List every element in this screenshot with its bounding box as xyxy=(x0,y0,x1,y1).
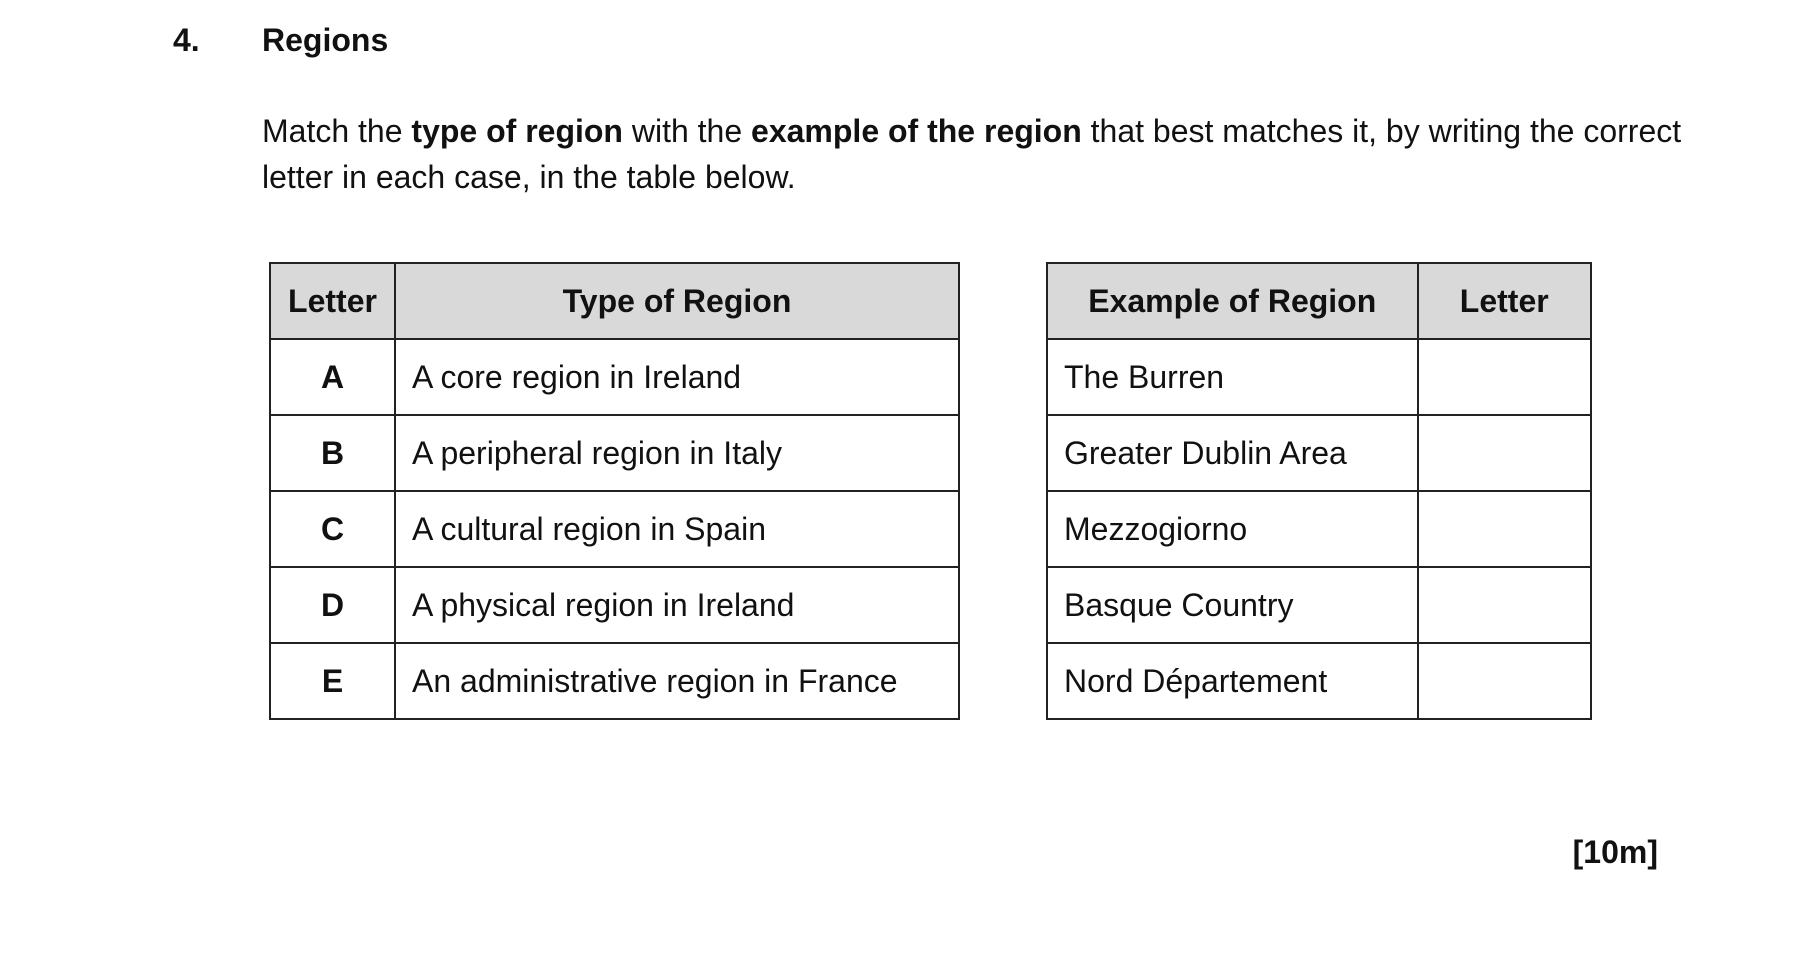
table-row xyxy=(270,491,959,567)
instruction-part: that best matches it, by writing the correct letter in each case, in the table below. xyxy=(262,113,1682,195)
row-letter: B xyxy=(270,415,395,491)
table-row xyxy=(1047,339,1591,415)
table-row xyxy=(270,415,959,491)
row-letter: C xyxy=(270,491,395,567)
row-type: A physical region in Ireland xyxy=(395,567,959,643)
type-of-region-table xyxy=(269,262,960,720)
row-type: An administrative region in France xyxy=(395,643,959,719)
row-letter: A xyxy=(270,339,395,415)
answer-letter-cell[interactable] xyxy=(1418,643,1592,719)
table-row xyxy=(1047,491,1591,567)
row-letter: E xyxy=(270,643,395,719)
header-letter: Letter xyxy=(270,263,395,339)
question-title: Regions xyxy=(262,22,389,58)
table-row xyxy=(270,567,959,643)
instruction-bold-type: type of region xyxy=(411,113,623,149)
row-example: Nord Département xyxy=(1047,643,1418,719)
table-row xyxy=(1047,415,1591,491)
table-header-row xyxy=(270,263,959,339)
instruction-part: with the xyxy=(622,113,752,149)
instruction-part: Match the xyxy=(262,113,412,149)
table-row xyxy=(1047,643,1591,719)
table-header-row xyxy=(1047,263,1591,339)
instruction-text xyxy=(262,108,1682,200)
table-row xyxy=(1047,567,1591,643)
row-example: Greater Dublin Area xyxy=(1047,415,1418,491)
row-type: A core region in Ireland xyxy=(395,339,959,415)
row-type: A cultural region in Spain xyxy=(395,491,959,567)
answer-letter-cell[interactable] xyxy=(1418,567,1592,643)
question-number: 4. xyxy=(173,22,200,58)
header-example-of-region: Example of Region xyxy=(1047,263,1418,339)
answer-letter-cell[interactable] xyxy=(1418,491,1592,567)
marks-label: [10m] xyxy=(1572,834,1658,870)
row-example: Mezzogiorno xyxy=(1047,491,1418,567)
instruction-bold-example: example of the region xyxy=(751,113,1082,149)
row-letter: D xyxy=(270,567,395,643)
row-type: A peripheral region in Italy xyxy=(395,415,959,491)
answer-letter-cell[interactable] xyxy=(1418,415,1592,491)
header-letter: Letter xyxy=(1418,263,1592,339)
row-example: The Burren xyxy=(1047,339,1418,415)
table-row xyxy=(270,339,959,415)
example-of-region-table xyxy=(1046,262,1592,720)
header-type-of-region: Type of Region xyxy=(395,263,959,339)
row-example: Basque Country xyxy=(1047,567,1418,643)
table-row xyxy=(270,643,959,719)
answer-letter-cell[interactable] xyxy=(1418,339,1592,415)
